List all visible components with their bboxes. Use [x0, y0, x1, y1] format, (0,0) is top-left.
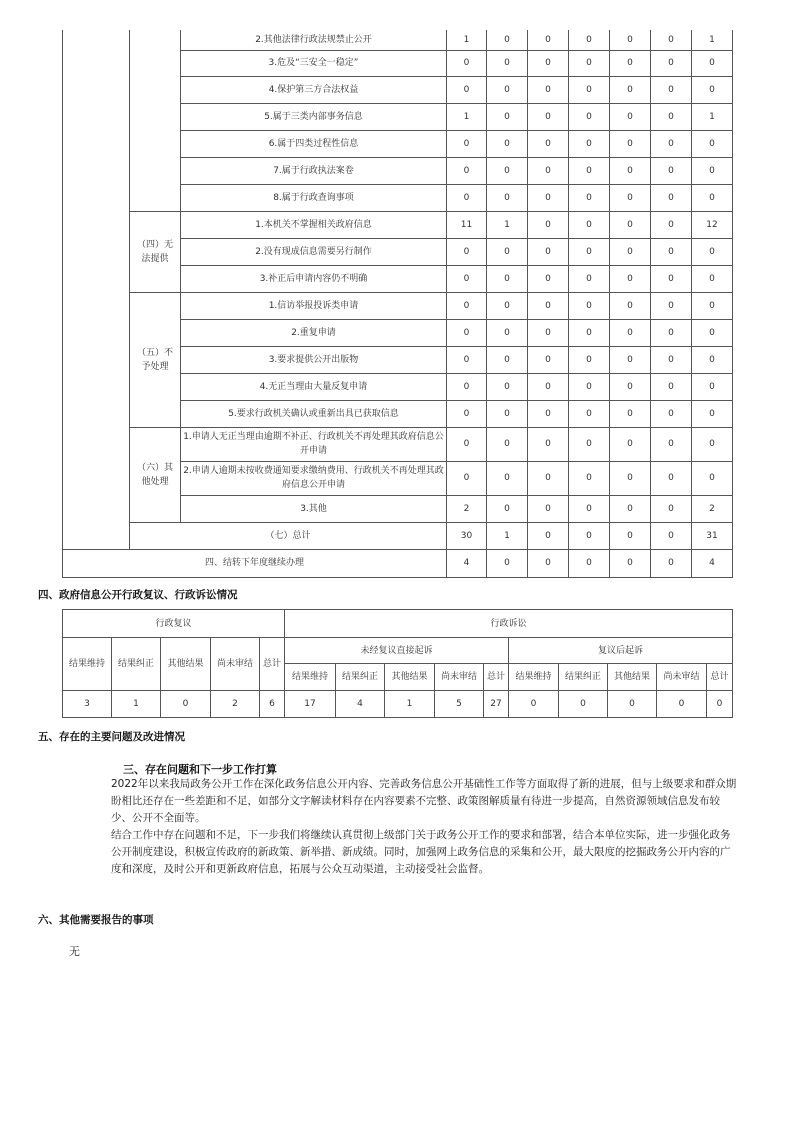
count-cell: 0	[447, 265, 487, 292]
after-value: 0	[509, 691, 559, 718]
count-cell: 0	[651, 400, 692, 427]
count-cell: 0	[447, 292, 487, 319]
count-cell: 0	[528, 461, 569, 495]
count-cell: 31	[692, 522, 733, 549]
count-cell: 30	[447, 522, 487, 549]
count-cell: 0	[447, 319, 487, 346]
count-cell: 0	[610, 461, 651, 495]
count-cell: 0	[528, 373, 569, 400]
count-cell: 0	[487, 346, 528, 373]
count-cell: 1	[487, 211, 528, 238]
review-litigation-table	[62, 609, 733, 718]
count-cell: 0	[569, 157, 610, 184]
count-cell: 0	[610, 373, 651, 400]
total-label: （七）总计	[130, 522, 447, 549]
count-cell: 0	[487, 373, 528, 400]
count-cell: 0	[610, 522, 651, 549]
section5-subheading	[90, 761, 277, 777]
count-cell: 0	[569, 184, 610, 211]
count-cell: 0	[528, 292, 569, 319]
count-cell: 0	[651, 319, 692, 346]
count-cell: 0	[610, 427, 651, 461]
after-col: 尚未审结	[657, 664, 707, 691]
count-cell: 0	[487, 238, 528, 265]
row-label: 1.信访举报投诉类申请	[181, 292, 447, 319]
count-cell: 0	[610, 346, 651, 373]
count-cell: 0	[692, 346, 733, 373]
count-cell: 0	[569, 400, 610, 427]
count-cell: 0	[651, 211, 692, 238]
row-label: 7.属于行政执法案卷	[181, 157, 447, 184]
count-cell: 0	[528, 427, 569, 461]
carry-over-row	[63, 549, 733, 577]
group4-label: （四）无法提供	[130, 211, 181, 292]
count-cell: 0	[651, 549, 692, 577]
count-cell: 0	[528, 157, 569, 184]
row-label: 1.申请人无正当理由逾期不补正、行政机关不再处理其政府信息公开申请	[181, 427, 447, 461]
count-cell: 0	[692, 50, 733, 76]
section6-body: 无	[69, 945, 80, 958]
count-cell: 0	[610, 400, 651, 427]
count-cell: 0	[487, 265, 528, 292]
count-cell: 0	[528, 184, 569, 211]
row-label: 4.无正当理由大量反复申请	[181, 373, 447, 400]
after-col: 结果维持	[509, 664, 559, 691]
count-cell: 0	[569, 495, 610, 522]
count-cell: 0	[447, 238, 487, 265]
review-col: 其他结果	[161, 638, 211, 691]
count-cell: 0	[692, 76, 733, 103]
count-cell: 0	[447, 76, 487, 103]
count-cell: 0	[528, 103, 569, 130]
admin-litigation-header: 行政诉讼	[285, 610, 733, 638]
count-cell: 0	[651, 103, 692, 130]
row-label: 3.其他	[181, 495, 447, 522]
group5-label: （五）不予处理	[130, 292, 181, 427]
count-cell: 0	[447, 373, 487, 400]
count-cell: 0	[692, 427, 733, 461]
count-cell: 0	[569, 76, 610, 103]
count-cell: 0	[528, 522, 569, 549]
after-value: 0	[657, 691, 707, 718]
count-cell: 0	[692, 400, 733, 427]
review-value: 0	[161, 691, 211, 718]
row-label: 5.属于三类内部事务信息	[181, 103, 447, 130]
count-cell: 0	[569, 427, 610, 461]
row-label: 4.保护第三方合法权益	[181, 76, 447, 103]
count-cell: 0	[610, 211, 651, 238]
count-cell: 0	[487, 157, 528, 184]
count-cell: 0	[569, 292, 610, 319]
count-cell: 2	[447, 495, 487, 522]
count-cell: 12	[692, 211, 733, 238]
count-cell: 0	[610, 30, 651, 50]
count-cell: 0	[651, 427, 692, 461]
count-cell: 4	[447, 549, 487, 577]
after-review-header: 复议后起诉	[509, 638, 733, 664]
count-cell: 0	[528, 238, 569, 265]
count-cell: 0	[569, 50, 610, 76]
outer-category-cell	[63, 30, 130, 549]
review-col: 结果纠正	[112, 638, 161, 691]
table-row	[63, 292, 733, 319]
count-cell: 0	[651, 495, 692, 522]
count-cell: 0	[651, 265, 692, 292]
count-cell: 1	[487, 522, 528, 549]
after-value: 0	[608, 691, 657, 718]
row-label: 5.要求行政机关确认或重新出具已获取信息	[181, 400, 447, 427]
count-cell: 0	[692, 292, 733, 319]
count-cell: 0	[651, 238, 692, 265]
count-cell: 0	[610, 184, 651, 211]
count-cell: 0	[569, 103, 610, 130]
count-cell: 0	[651, 50, 692, 76]
count-cell: 0	[651, 130, 692, 157]
row-label: 3.要求提供公开出版物	[181, 346, 447, 373]
application-handling-table	[62, 30, 733, 578]
count-cell: 0	[651, 461, 692, 495]
admin-review-header: 行政复议	[63, 610, 285, 638]
count-cell: 11	[447, 211, 487, 238]
count-cell: 0	[610, 292, 651, 319]
section4-heading: 四、政府信息公开行政复议、行政诉讼情况	[38, 589, 238, 601]
count-cell: 0	[487, 30, 528, 50]
count-cell: 0	[487, 495, 528, 522]
count-cell: 0	[487, 427, 528, 461]
count-cell: 0	[569, 461, 610, 495]
count-cell: 0	[487, 130, 528, 157]
paragraph-next-steps: 结合工作中存在问题和不足，下一步我们将继续认真贯彻上级部门关于政务公开工作的要求和部署，结合本单位实际，进一步强化政务公开制度建设，积极宣传政府的新政策、新举措、新成绩。同时，加强网上政务信息的采集和公开，最大限度的挖掘政务公开内容的广度和深度，及时公开和更新政府信息，拓展与公众互动渠道，主动接受社会监督。	[111, 829, 731, 875]
count-cell: 0	[528, 211, 569, 238]
row-label: 8.属于行政查询事项	[181, 184, 447, 211]
count-cell: 0	[528, 400, 569, 427]
count-cell: 0	[487, 184, 528, 211]
group3-category-cell	[130, 30, 181, 211]
count-cell: 0	[610, 130, 651, 157]
count-cell: 0	[569, 522, 610, 549]
carry-over-label: 四、结转下年度继续办理	[63, 549, 447, 577]
count-cell: 0	[528, 319, 569, 346]
table-row	[63, 427, 733, 461]
count-cell: 0	[610, 50, 651, 76]
review-value: 1	[112, 691, 161, 718]
count-cell: 0	[487, 400, 528, 427]
review-value: 2	[211, 691, 260, 718]
count-cell: 0	[447, 346, 487, 373]
direct-value: 5	[435, 691, 484, 718]
count-cell: 0	[692, 373, 733, 400]
count-cell: 0	[447, 461, 487, 495]
subheading-text: 三、存在问题和下一步工作打算	[123, 763, 277, 776]
count-cell: 0	[610, 549, 651, 577]
count-cell: 0	[487, 549, 528, 577]
direct-value: 27	[484, 691, 509, 718]
count-cell: 0	[569, 211, 610, 238]
count-cell: 0	[447, 130, 487, 157]
count-cell: 4	[692, 549, 733, 577]
after-col: 结果纠正	[559, 664, 608, 691]
count-cell: 0	[692, 184, 733, 211]
count-cell: 0	[692, 461, 733, 495]
count-cell: 0	[528, 346, 569, 373]
count-cell: 2	[692, 495, 733, 522]
count-cell: 0	[692, 130, 733, 157]
count-cell: 1	[692, 103, 733, 130]
direct-col: 结果纠正	[336, 664, 385, 691]
row-label: 2.申请人逾期未按收费通知要求缴纳费用、行政机关不再处理其政府信息公开申请	[181, 461, 447, 495]
count-cell: 1	[692, 30, 733, 50]
count-cell: 1	[447, 30, 487, 50]
total-row	[63, 522, 733, 549]
count-cell: 0	[651, 292, 692, 319]
count-cell: 0	[610, 103, 651, 130]
row-label: 2.重复申请	[181, 319, 447, 346]
count-cell: 0	[569, 549, 610, 577]
count-cell: 0	[610, 495, 651, 522]
after-value: 0	[707, 691, 733, 718]
review-col: 总计	[260, 638, 285, 691]
count-cell: 0	[528, 50, 569, 76]
count-cell: 0	[610, 265, 651, 292]
count-cell: 0	[651, 76, 692, 103]
section5-body	[90, 776, 740, 878]
after-col: 总计	[707, 664, 733, 691]
count-cell: 0	[487, 103, 528, 130]
count-cell: 0	[692, 265, 733, 292]
count-cell: 0	[569, 265, 610, 292]
paragraph-problems: 2022年以来我局政务公开工作在深化政务信息公开内容、完善政务信息公开基础性工作等方面取得了新的进展，但与上级要求和群众期盼相比还存在一些差距和不足，如部分文字解读材料存在内容要素不完整、政策图解质量有待进一步提高，自然资源领域信息发布较少、公开不全面等。	[111, 778, 737, 824]
direct-col: 尚未审结	[435, 664, 484, 691]
count-cell: 0	[610, 76, 651, 103]
row-label: 6.属于四类过程性信息	[181, 130, 447, 157]
count-cell: 0	[651, 373, 692, 400]
direct-value: 4	[336, 691, 385, 718]
row-label: 3.危及“三安全一稳定”	[181, 50, 447, 76]
count-cell: 0	[569, 373, 610, 400]
direct-value: 17	[285, 691, 336, 718]
review-col: 尚未审结	[211, 638, 260, 691]
count-cell: 1	[447, 103, 487, 130]
row-label: 1.本机关不掌握相关政府信息	[181, 211, 447, 238]
direct-col: 其他结果	[385, 664, 435, 691]
review-col: 结果维持	[63, 638, 112, 691]
direct-value: 1	[385, 691, 435, 718]
count-cell: 0	[528, 76, 569, 103]
count-cell: 0	[610, 238, 651, 265]
count-cell: 0	[569, 30, 610, 50]
count-cell: 0	[528, 495, 569, 522]
count-cell: 0	[651, 522, 692, 549]
count-cell: 0	[610, 157, 651, 184]
count-cell: 0	[487, 461, 528, 495]
row-label: 2.没有现成信息需要另行制作	[181, 238, 447, 265]
section5-heading: 五、存在的主要问题及改进情况	[38, 731, 185, 743]
count-cell: 0	[447, 400, 487, 427]
table-row	[63, 30, 733, 50]
count-cell: 0	[569, 130, 610, 157]
count-cell: 0	[528, 549, 569, 577]
count-cell: 0	[487, 76, 528, 103]
count-cell: 0	[528, 30, 569, 50]
group6-label: （六）其他处理	[130, 427, 181, 522]
count-cell: 0	[569, 238, 610, 265]
count-cell: 0	[610, 319, 651, 346]
after-col: 其他结果	[608, 664, 657, 691]
count-cell: 0	[651, 30, 692, 50]
review-value: 6	[260, 691, 285, 718]
direct-col: 结果维持	[285, 664, 336, 691]
count-cell: 0	[569, 319, 610, 346]
review-value: 3	[63, 691, 112, 718]
count-cell: 0	[447, 50, 487, 76]
count-cell: 0	[447, 427, 487, 461]
count-cell: 0	[692, 319, 733, 346]
after-value: 0	[559, 691, 608, 718]
table-row	[63, 211, 733, 238]
row-label: 3.补正后申请内容仍不明确	[181, 265, 447, 292]
count-cell: 0	[651, 346, 692, 373]
section6-heading: 六、其他需要报告的事项	[38, 914, 154, 926]
count-cell: 0	[447, 184, 487, 211]
count-cell: 0	[651, 157, 692, 184]
direct-suit-header: 未经复议直接起诉	[285, 638, 509, 664]
count-cell: 0	[692, 157, 733, 184]
count-cell: 0	[487, 319, 528, 346]
count-cell: 0	[447, 157, 487, 184]
count-cell: 0	[528, 130, 569, 157]
count-cell: 0	[487, 292, 528, 319]
count-cell: 0	[692, 238, 733, 265]
count-cell: 0	[651, 184, 692, 211]
count-cell: 0	[487, 50, 528, 76]
direct-col: 总计	[484, 664, 509, 691]
count-cell: 0	[528, 265, 569, 292]
row-label: 2.其他法律行政法规禁止公开	[181, 30, 447, 50]
count-cell: 0	[569, 346, 610, 373]
